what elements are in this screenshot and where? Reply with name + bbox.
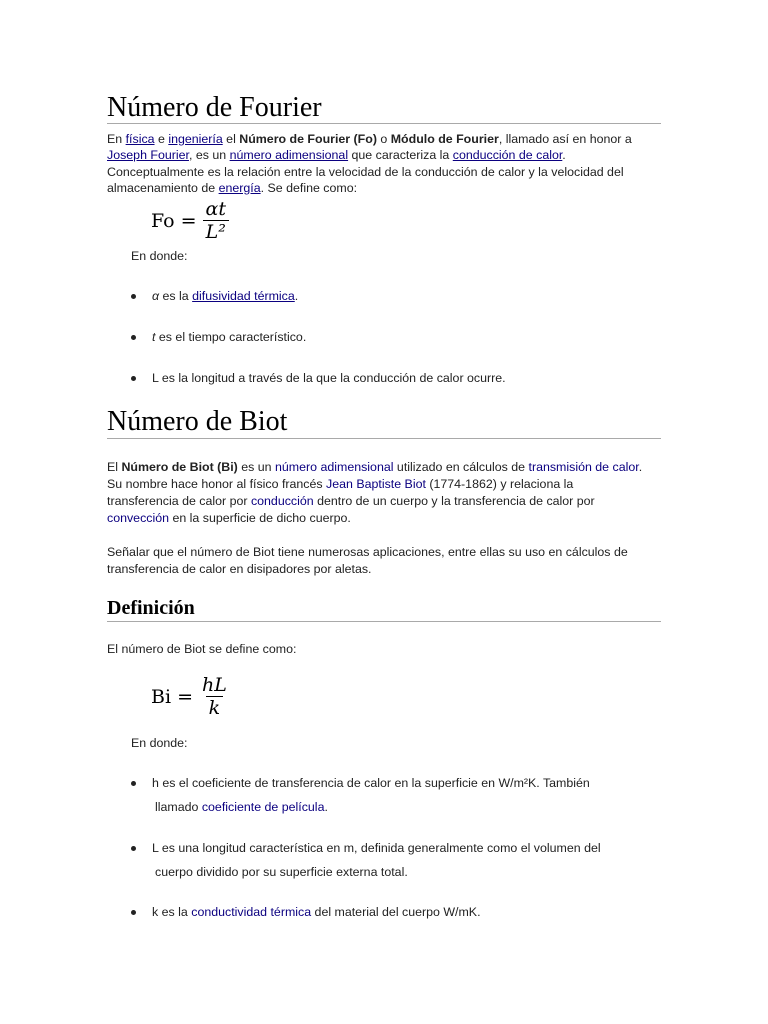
list-item <box>131 325 671 349</box>
formula-lhs: Fo = <box>151 209 197 232</box>
fourier-heading: Número de Fourier <box>107 92 322 123</box>
link-conduccion[interactable]: conducción <box>250 494 314 508</box>
bullet-dot <box>131 335 136 340</box>
fourier-en-donde: En donde: <box>131 249 188 263</box>
text-run: , llamado así en honor a <box>498 132 632 146</box>
biot-paragraph-2: Señalar que el número de Biot tiene numerosas aplicaciones, entre ellas su uso en cálculos de transferencia de calor en disipadores por aletas. <box>107 545 628 576</box>
text-run: k es la <box>152 905 192 919</box>
link-coeficiente-de-pelicula[interactable]: coeficiente de película <box>201 800 325 814</box>
list-item-text: cuerpo dividido por su superficie externa total. <box>155 865 408 879</box>
definicion-heading: Definición <box>107 597 195 619</box>
list-item-text: L es una longitud característica en m, definida generalmente como el volumen del <box>152 841 601 855</box>
text-run: e <box>154 132 169 146</box>
list-item <box>131 771 671 819</box>
list-item <box>131 900 671 924</box>
fourier-intro-paragraph <box>107 131 659 196</box>
formula-denominator: k <box>206 696 224 719</box>
biot-heading-rule <box>107 438 661 439</box>
text-run: . Se define como: <box>260 180 358 195</box>
text-run: del material del cuerpo W/mK. <box>311 905 481 919</box>
bullet-dot <box>131 846 136 851</box>
link-joseph-fourier[interactable]: Joseph Fourier <box>107 148 189 163</box>
bold-modulo-fourier: Módulo de Fourier <box>390 132 499 146</box>
link-numero-adimensional[interactable]: número adimensional <box>275 460 394 474</box>
text-run: el <box>222 132 240 146</box>
link-transmision-de-calor[interactable]: transmisión de calor <box>528 460 639 474</box>
biot-formula <box>151 674 230 719</box>
biot-paragraph-1 <box>107 459 647 527</box>
link-energia[interactable]: energía <box>218 180 261 195</box>
list-item <box>131 366 671 390</box>
formula-numerator: hL <box>202 674 227 696</box>
biot-heading: Número de Biot <box>107 406 288 437</box>
bullet-dot <box>131 376 136 381</box>
bullet-dot <box>131 910 136 915</box>
text-run: que caracteriza la <box>348 148 453 163</box>
bullet-dot <box>131 294 136 299</box>
text-run: . Su nombre hace honor al físico francés <box>107 460 643 491</box>
text-run: dentro de un cuerpo y la transferencia de calor por <box>313 494 595 508</box>
symbol-t: t <box>152 330 156 344</box>
formula-fraction <box>203 198 229 243</box>
text-run: El <box>107 460 122 474</box>
list-item-text: L es la longitud a través de la que la conducción de calor ocurre. <box>152 371 506 385</box>
text-run: . <box>324 800 328 814</box>
text-run: en la superficie de dicho cuerpo. <box>169 511 351 525</box>
formula-numerator: αt <box>205 198 227 220</box>
formula-denominator: L² <box>203 220 229 243</box>
text-run: En <box>107 132 126 146</box>
text-run: es un <box>237 460 276 474</box>
link-ingenieria[interactable]: ingeniería <box>168 132 223 146</box>
link-conductividad-termica[interactable]: conductividad térmica <box>191 905 312 919</box>
text-run: . <box>294 289 299 303</box>
formula-lhs: Bi = <box>151 685 193 708</box>
text-run: es la <box>159 289 193 303</box>
definicion-intro: El número de Biot se define como: <box>107 642 297 656</box>
text-run: utilizado en cálculos de <box>393 460 529 474</box>
fourier-formula <box>151 198 229 243</box>
text-run: (1774-1862) y relaciona la transferencia de calor por <box>107 477 574 508</box>
biot-en-donde: En donde: <box>131 736 188 750</box>
link-numero-adimensional[interactable]: número adimensional <box>229 148 349 163</box>
link-fisica[interactable]: física <box>125 132 155 146</box>
bullet-dot <box>131 781 136 786</box>
link-conveccion[interactable]: convección <box>107 511 169 525</box>
list-item-text: h es el coeficiente de transferencia de calor en la superficie en W/m²K. También <box>152 776 590 790</box>
link-difusividad-termica[interactable]: difusividad térmica <box>192 289 295 303</box>
link-conduccion-de-calor[interactable]: conducción de calor <box>452 148 563 163</box>
text-run: , es un <box>188 148 230 163</box>
bold-numero-fourier: Número de Fourier (Fo) <box>239 132 377 146</box>
formula-fraction <box>199 674 230 719</box>
definicion-heading-rule <box>107 621 661 622</box>
link-jean-baptiste-biot[interactable]: Jean Baptiste Biot <box>326 477 426 491</box>
list-item <box>131 284 671 308</box>
text-run: o <box>376 132 391 146</box>
bold-numero-biot: Número de Biot (Bi) <box>121 460 238 474</box>
list-item <box>131 836 671 884</box>
symbol-alpha: α <box>152 289 160 303</box>
text-run: llamado <box>155 800 202 814</box>
fourier-heading-rule <box>107 123 661 124</box>
text-run: es el tiempo característico. <box>155 330 307 344</box>
text-run: . Conceptualmente es la relación entre la velocidad de la conducción de calor y la velocidad del almacenamiento de <box>107 148 624 195</box>
